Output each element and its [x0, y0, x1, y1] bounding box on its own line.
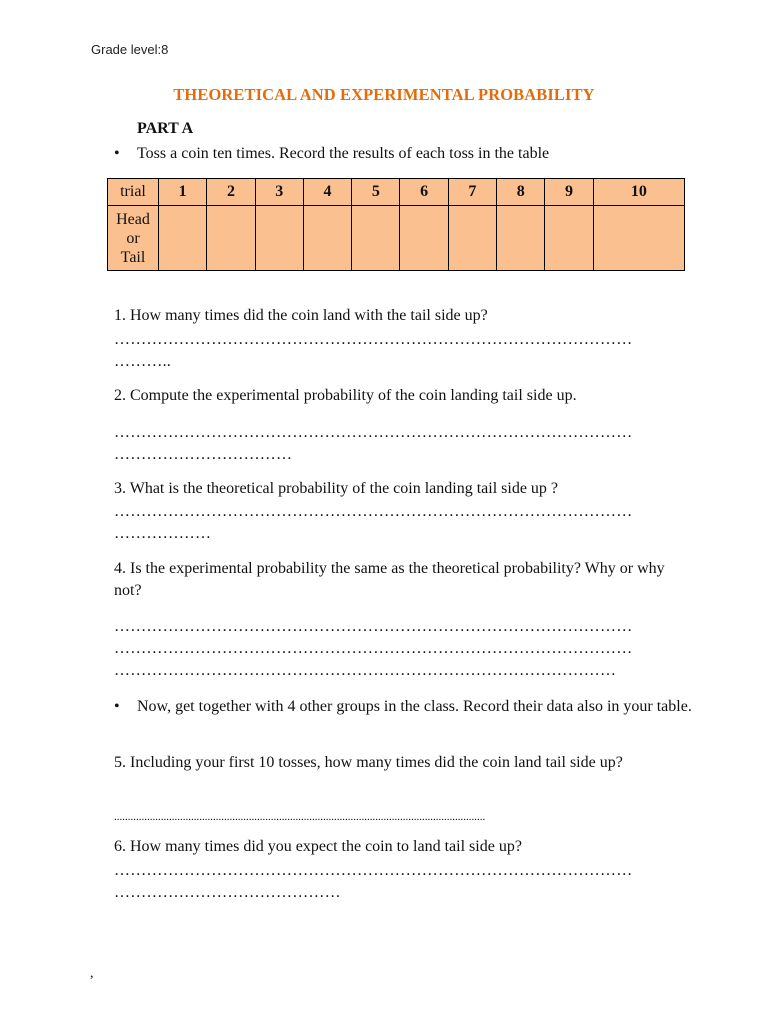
trial-number-cell: 7 [448, 179, 496, 206]
page-title: THEORETICAL AND EXPERIMENTAL PROBABILITY [173, 85, 595, 104]
trial-number-cell: 9 [545, 179, 593, 206]
trial-number-cell: 2 [207, 179, 255, 206]
trial-label-cell: trial [108, 179, 159, 206]
question-1: 1. How many times did the coin land with the tail side up? [114, 307, 488, 324]
question-3: 3. What is the theoretical probability of the coin landing tail side up ? [114, 480, 559, 497]
bullet-dot-icon: • [114, 698, 120, 715]
answer-line[interactable]: ……………… [114, 525, 212, 542]
answer-line[interactable]: …………………………………… [114, 884, 341, 901]
question-5: 5. Including your first 10 tosses, how many times did the coin land tail side up? [114, 754, 623, 771]
answer-line[interactable]: ………………………………………………………………………………… [114, 662, 617, 679]
answer-line[interactable]: …………………………………………………………………………………… [114, 503, 633, 520]
question-6: 6. How many times did you expect the coin to land tail side up? [114, 838, 522, 855]
answer-line[interactable]: ……….. [114, 353, 171, 370]
grade-level: Grade level:8 [91, 42, 169, 57]
result-cell[interactable] [545, 206, 593, 271]
tail-label: Tail [120, 248, 146, 266]
result-cell[interactable] [159, 206, 207, 271]
answer-line[interactable]: …………………………………………………………………………………… [114, 640, 633, 657]
result-cell[interactable] [352, 206, 400, 271]
trial-table [107, 178, 685, 271]
question-2: 2. Compute the experimental probability of the coin landing tail side up. [114, 387, 577, 404]
question-4: 4. Is the experimental probability the same as the theoretical probability? Why or why not? [114, 560, 665, 599]
bullet-item [114, 696, 694, 718]
answer-line[interactable]: …………………………… [114, 446, 293, 463]
result-cell[interactable] [207, 206, 255, 271]
result-cell[interactable] [255, 206, 303, 271]
part-a-heading: PART A [137, 120, 194, 137]
answer-line[interactable]: …………………………………………………………………………………… [114, 331, 633, 348]
table-result-row [108, 206, 685, 271]
trial-number-cell: 6 [400, 179, 448, 206]
trial-number-cell: 1 [159, 179, 207, 206]
or-label: or [126, 229, 140, 247]
bullet-text: Now, get together with 4 other groups in the class. Record their data also in your table. [137, 698, 692, 715]
trial-number-cell: 4 [303, 179, 351, 206]
answer-line[interactable]: …………………………………………………………………………………… [114, 862, 633, 879]
result-cell[interactable] [497, 206, 545, 271]
bullet-item [114, 143, 549, 165]
result-cell[interactable] [303, 206, 351, 271]
answer-line[interactable]: …………………………………………………………………………………… [114, 618, 633, 635]
bullet-text: Toss a coin ten times. Record the results of each toss in the table [137, 145, 550, 162]
result-cell[interactable] [448, 206, 496, 271]
trial-number-cell: 3 [255, 179, 303, 206]
answer-line[interactable]: ....................................................................................................................................... [114, 811, 486, 823]
bullet-dot-icon: • [114, 145, 120, 162]
head-or-tail-label-cell [108, 206, 159, 271]
trial-number-cell: 8 [497, 179, 545, 206]
table-header-row [108, 179, 685, 206]
result-cell[interactable] [400, 206, 448, 271]
answer-line[interactable]: …………………………………………………………………………………… [114, 424, 633, 441]
result-cell[interactable] [593, 206, 684, 271]
head-label: Head [116, 210, 150, 228]
trial-number-cell: 10 [593, 179, 684, 206]
footer-mark: , [90, 966, 94, 981]
trial-number-cell: 5 [352, 179, 400, 206]
